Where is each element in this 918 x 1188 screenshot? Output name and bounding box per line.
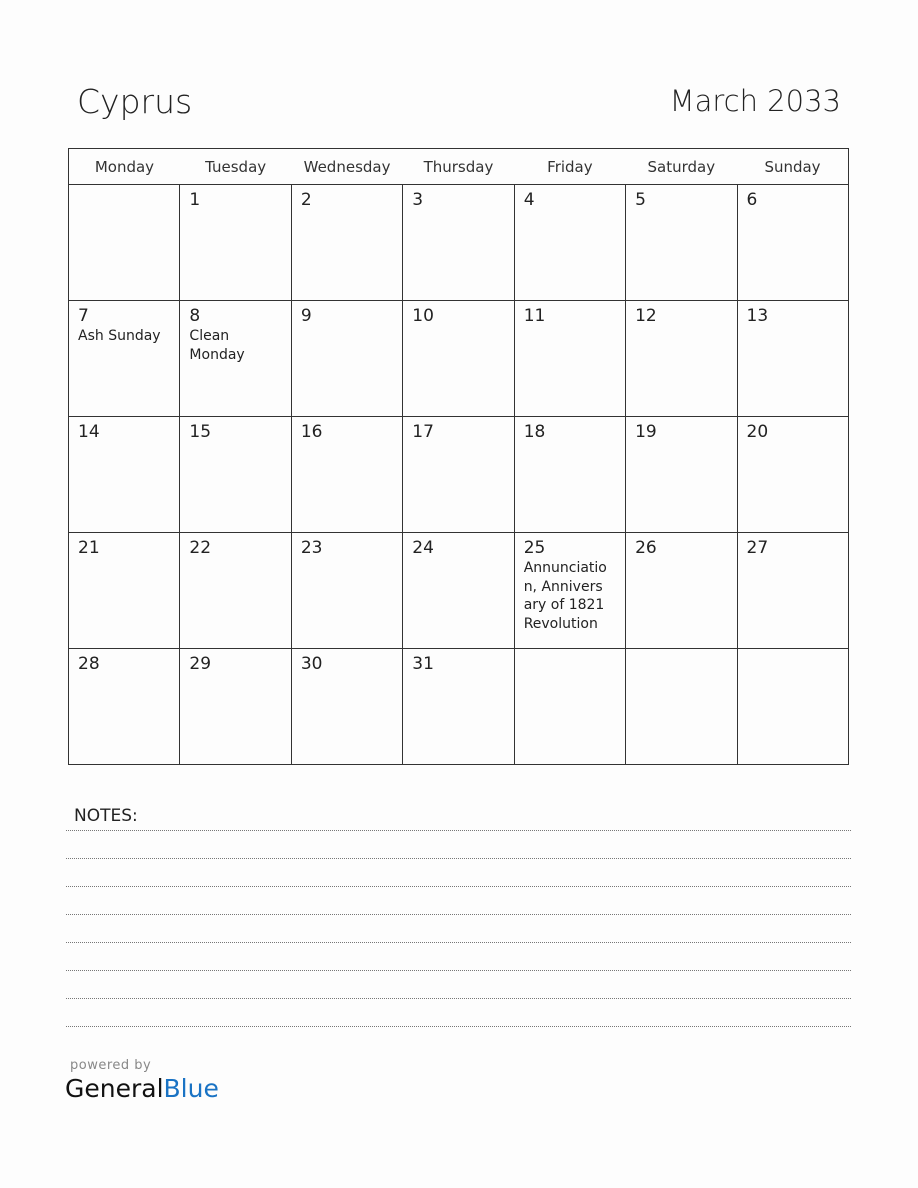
day-cell [291,417,402,533]
generalblue-logo [65,1074,219,1103]
day-number: 1 [189,190,201,210]
powered-by-text: powered by [70,1058,152,1073]
day-cell [180,185,291,301]
day-number: 17 [412,422,434,442]
day-cell [626,301,737,417]
day-number: 25 [523,538,546,558]
day-number: 6 [746,190,758,210]
day-number: 27 [746,538,769,558]
day-cell [737,185,848,301]
day-cell [291,301,402,417]
day-cell [403,649,514,765]
day-number: 15 [189,422,212,442]
weekday-header-row [69,149,849,185]
day-cell [69,533,180,649]
day-cell [626,417,737,533]
notes-line [66,886,851,887]
weekday-sunday: Sunday [737,149,848,185]
day-cell [180,533,291,649]
logo-blue: Blue [163,1074,219,1103]
notes-line [66,914,851,915]
week-row [69,649,849,765]
weekday-tuesday: Tuesday [180,149,291,185]
country-title: Cyprus [77,82,193,121]
day-number: 7 [78,306,89,326]
day-cell [737,301,848,417]
day-number: 14 [78,422,100,442]
day-cell [403,533,514,649]
weekday-wednesday: Wednesday [291,149,402,185]
day-cell [291,185,402,301]
weekday-saturday: Saturday [626,149,737,185]
holiday-label: Annunciation, Anniversary of 1821 Revolution [523,560,607,632]
day-number: 12 [635,306,657,326]
day-number: 5 [635,190,646,210]
day-cell [291,649,402,765]
day-number: 21 [78,538,100,558]
month-year-title: March 2033 [669,84,841,118]
notes-line [66,998,851,999]
day-cell [626,185,737,301]
day-cell [69,417,180,533]
day-number: 22 [189,538,212,558]
holiday-label: Ash Sunday [78,328,161,344]
day-cell [514,649,625,765]
day-number: 31 [412,654,434,674]
day-cell [737,533,848,649]
day-cell [291,533,402,649]
day-number: 11 [523,306,546,326]
notes-line [66,858,851,859]
day-number: 4 [523,190,535,210]
weekday-friday: Friday [514,149,625,185]
day-number: 13 [746,306,769,326]
week-row [69,301,849,417]
notes-line [66,1026,851,1027]
day-cell [69,301,180,417]
day-number: 19 [635,422,657,442]
day-cell [69,185,180,301]
day-cell [737,649,848,765]
day-cell [737,417,848,533]
week-row [69,185,849,301]
day-cell [514,533,625,649]
day-number: 16 [300,422,323,442]
notes-line [66,970,851,971]
day-cell [626,649,737,765]
notes-line [66,830,851,831]
day-number: 2 [300,190,312,210]
day-number: 24 [412,538,434,558]
day-cell [180,301,291,417]
holiday-label: Clean Monday [189,328,245,363]
day-cell [403,301,514,417]
day-number: 18 [523,422,546,442]
day-number: 9 [300,306,312,326]
day-cell [403,417,514,533]
calendar-grid [68,148,849,765]
notes-label: NOTES: [74,806,138,826]
day-number: 8 [189,306,201,326]
day-cell [626,533,737,649]
day-cell [69,649,180,765]
day-cell [514,185,625,301]
day-number: 29 [189,654,212,674]
day-cell [514,301,625,417]
notes-line [66,942,851,943]
day-number: 30 [300,654,323,674]
logo-general: General [65,1074,164,1103]
day-cell [180,417,291,533]
day-cell [180,649,291,765]
weekday-monday: Monday [69,149,180,185]
day-number: 26 [635,538,657,558]
week-row [69,533,849,649]
day-cell [403,185,514,301]
weekday-thursday: Thursday [403,149,514,185]
week-row [69,417,849,533]
day-number: 20 [746,422,769,442]
day-number: 23 [300,538,323,558]
day-number: 3 [412,190,424,210]
day-cell [514,417,625,533]
day-number: 28 [78,654,100,674]
day-number: 10 [412,306,434,326]
